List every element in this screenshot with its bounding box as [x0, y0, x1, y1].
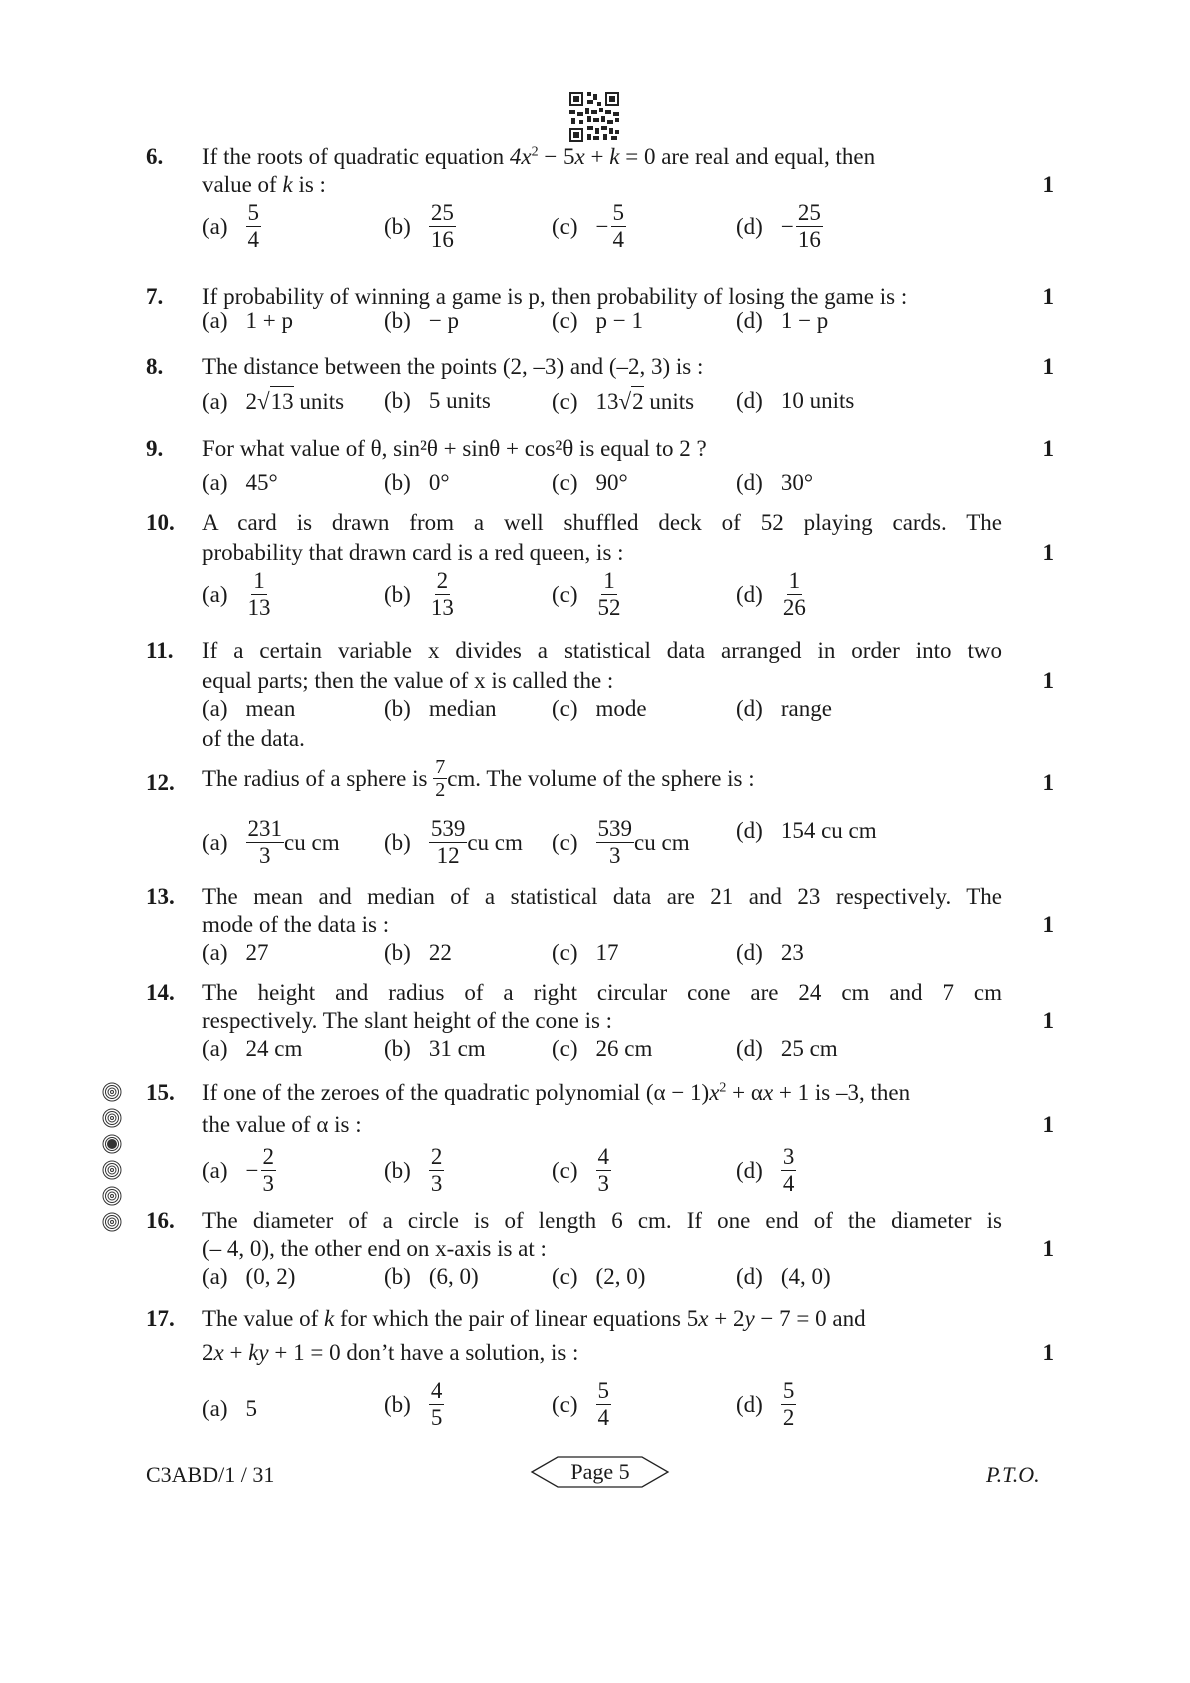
question-text: The diameter of a circle is of length 6 cm. If one end of the diameter is: [202, 1208, 1002, 1233]
question-text-line2: 2x + ky + 1 = 0 don’t have a solution, is :: [202, 1340, 579, 1365]
marks: 1: [1042, 284, 1054, 309]
option-d[interactable]: (d) 1 − p: [736, 308, 829, 333]
question-text-line2: equal parts; then the value of x is called the :: [202, 668, 614, 693]
marks: 1: [1042, 1008, 1054, 1033]
option-c[interactable]: (c) 90°: [552, 470, 628, 495]
option-c[interactable]: (c) − $\frac{5}{4}$: [552, 200, 625, 252]
question-text: The mean and median of a statistical data are 21 and 23 respectively. The: [202, 884, 1002, 909]
question-number: 7.: [146, 284, 164, 309]
question-text: If a certain variable x divides a statistical data arranged in order into two: [202, 638, 1002, 663]
question-number: 10.: [146, 510, 175, 535]
option-d[interactable]: (d) 154 cu cm: [736, 818, 877, 843]
options: [202, 386, 1002, 416]
option-b[interactable]: (b) 0°: [384, 470, 450, 495]
option-b[interactable]: (b) $\frac{539}{12}$ cu cm: [384, 816, 523, 868]
question-text: The radius of a sphere is $\frac{7}{2}$ cm. The volume of the sphere is :: [202, 756, 755, 801]
question-text: The distance between the points (2, –3) and (–2, 3) is :: [202, 354, 704, 379]
question-number: 13.: [146, 884, 175, 909]
marks: 1: [1042, 1112, 1054, 1137]
option-d[interactable]: (d) − $\frac{25}{16}$: [736, 200, 821, 252]
question-number: 8.: [146, 354, 164, 379]
option-a[interactable]: (a) 24 cm: [202, 1036, 303, 1061]
options: [202, 1144, 1002, 1204]
options: [202, 816, 1002, 876]
options: [202, 1262, 1002, 1292]
option-a[interactable]: (a) mean: [202, 696, 296, 721]
option-b[interactable]: (b) $\frac{4}{5}$: [384, 1378, 443, 1430]
option-c[interactable]: (c) (2, 0): [552, 1264, 646, 1289]
option-c[interactable]: (c) $\frac{1}{52}$: [552, 568, 621, 620]
option-b[interactable]: [384, 200, 456, 253]
question-text-after: of the data.: [202, 726, 305, 751]
question-number: 9.: [146, 436, 164, 461]
option-d[interactable]: (d) (4, 0): [736, 1264, 831, 1289]
options: [202, 306, 1002, 336]
fraction: $\frac{5}{4}$: [612, 200, 625, 252]
pto-label: P.T.O.: [986, 1462, 1040, 1487]
options: [202, 694, 1002, 724]
question-number: 11.: [146, 638, 174, 663]
option-d[interactable]: (d) 10 units: [736, 388, 855, 413]
option-c[interactable]: (c) $\frac{539}{3}$ cu cm: [552, 816, 690, 868]
question-text: The value of k for which the pair of linear equations 5x + 2y − 7 = 0 and: [202, 1306, 866, 1331]
option-c[interactable]: (c) p − 1: [552, 308, 644, 333]
option-b[interactable]: (b) − p: [384, 308, 460, 333]
option-a[interactable]: (a) 1 + p: [202, 308, 294, 333]
option-d[interactable]: (d) $\frac{5}{2}$: [736, 1378, 795, 1430]
question-number: 6.: [146, 144, 164, 169]
marks: 1: [1042, 436, 1054, 461]
option-label: (c): [552, 213, 578, 239]
option-a[interactable]: (a) 5: [202, 1396, 258, 1421]
question-text-line2: the value of α is :: [202, 1112, 362, 1137]
option-c[interactable]: (c) 26 cm: [552, 1036, 653, 1061]
marks: 1: [1042, 540, 1054, 565]
fraction: $\frac{25}{16}$: [430, 200, 454, 252]
option-c[interactable]: (c) $\frac{4}{3}$: [552, 1144, 610, 1196]
spiral-icon: [102, 1108, 122, 1128]
question-text: For what value of θ, sin²θ + sinθ + cos²θ is equal to 2 ?: [202, 436, 707, 461]
question-text-line2: value of k is :: [202, 172, 326, 197]
spiral-filled-icon: [102, 1134, 122, 1154]
question-text: If one of the zeroes of the quadratic polynomial $(\alpha - 1)x^2 + \alpha x + 1$ is –3, then: [202, 1080, 911, 1105]
option-a[interactable]: [202, 200, 261, 253]
option-label: (b): [384, 213, 411, 239]
option-d[interactable]: (d) 25 cm: [736, 1036, 838, 1061]
option-c[interactable]: (c) 17: [552, 940, 619, 965]
option-a[interactable]: (a) (0, 2): [202, 1264, 296, 1289]
marks: 1: [1042, 912, 1054, 937]
question-text-line2: (– 4, 0), the other end on x-axis is at :: [202, 1236, 547, 1261]
option-d[interactable]: (d) range: [736, 696, 832, 721]
option-b[interactable]: (b) 5 units: [384, 388, 491, 413]
options: [202, 200, 1002, 260]
option-a[interactable]: (a) 45°: [202, 470, 278, 495]
spiral-icon: [102, 1212, 122, 1232]
spiral-icon: [102, 1082, 122, 1102]
marks: 1: [1042, 1340, 1054, 1365]
option-c[interactable]: (c) 13 √ 2 units: [552, 386, 694, 417]
question-text: If probability of winning a game is p, then probability of losing the game is :: [202, 284, 908, 309]
question-text: If the roots of quadratic equation $4x^2 - 5x + k = 0$ are real and equal, then: [202, 144, 876, 169]
marks: 1: [1042, 172, 1054, 197]
option-a[interactable]: (a) $\frac{1}{13}$: [202, 568, 271, 620]
option-b[interactable]: (b) 31 cm: [384, 1036, 486, 1061]
option-b[interactable]: (b) 22: [384, 940, 452, 965]
question-number: 16.: [146, 1208, 175, 1233]
question-number: 17.: [146, 1306, 175, 1331]
option-c[interactable]: (c) mode: [552, 696, 647, 721]
option-b[interactable]: (b) median: [384, 696, 497, 721]
option-b[interactable]: (b) $\frac{2}{13}$: [384, 568, 454, 620]
question-number: 14.: [146, 980, 175, 1005]
margin-spiral-decoration: [102, 1082, 124, 1238]
page-label: Page 5: [570, 1459, 630, 1484]
question-number: 12.: [146, 770, 175, 795]
option-a[interactable]: (a) 27: [202, 940, 269, 965]
question-number: 15.: [146, 1080, 175, 1105]
option-a[interactable]: (a) − $\frac{2}{3}$: [202, 1144, 275, 1196]
question-text: A card is drawn from a well shuffled deck of 52 playing cards. The: [202, 510, 1002, 535]
option-a[interactable]: (a) 2 √ 13 units: [202, 386, 344, 417]
marks: 1: [1042, 1236, 1054, 1261]
option-b[interactable]: (b) (6, 0): [384, 1264, 479, 1289]
fraction: $\frac{25}{16}$: [797, 200, 821, 252]
fraction: $\frac{5}{4}$: [247, 200, 260, 252]
marks: 1: [1042, 668, 1054, 693]
page-number-badge: [530, 1455, 670, 1489]
option-b[interactable]: (b) $\frac{2}{3}$: [384, 1144, 443, 1196]
marks: 1: [1042, 770, 1054, 795]
option-d[interactable]: (d) 30°: [736, 470, 814, 495]
paper-code: C3ABD/1 / 31: [146, 1462, 275, 1487]
option-d[interactable]: (d) 23: [736, 940, 804, 965]
options: [202, 938, 1002, 968]
question-text-line2: respectively. The slant height of the cone is :: [202, 1008, 613, 1033]
qr-code-icon: [569, 92, 619, 142]
option-label: (d): [736, 213, 763, 239]
option-c[interactable]: (c) $\frac{5}{4}$: [552, 1378, 610, 1430]
options: [202, 468, 1002, 498]
option-d[interactable]: (d) $\frac{1}{26}$: [736, 568, 806, 620]
options: [202, 1378, 1002, 1438]
option-d[interactable]: (d) $\frac{3}{4}$: [736, 1144, 795, 1196]
option-label: (a): [202, 213, 228, 239]
question-text-line2: probability that drawn card is a red queen, is :: [202, 540, 624, 565]
question-text: The height and radius of a right circular cone are 24 cm and 7 cm: [202, 980, 1002, 1005]
option-a[interactable]: (a) $\frac{231}{3}$ cu cm: [202, 816, 340, 868]
options: [202, 1034, 1002, 1064]
options: [202, 568, 1002, 628]
spiral-icon: [102, 1186, 122, 1206]
question-text-line2: mode of the data is :: [202, 912, 390, 937]
marks: 1: [1042, 354, 1054, 379]
spiral-icon: [102, 1160, 122, 1180]
